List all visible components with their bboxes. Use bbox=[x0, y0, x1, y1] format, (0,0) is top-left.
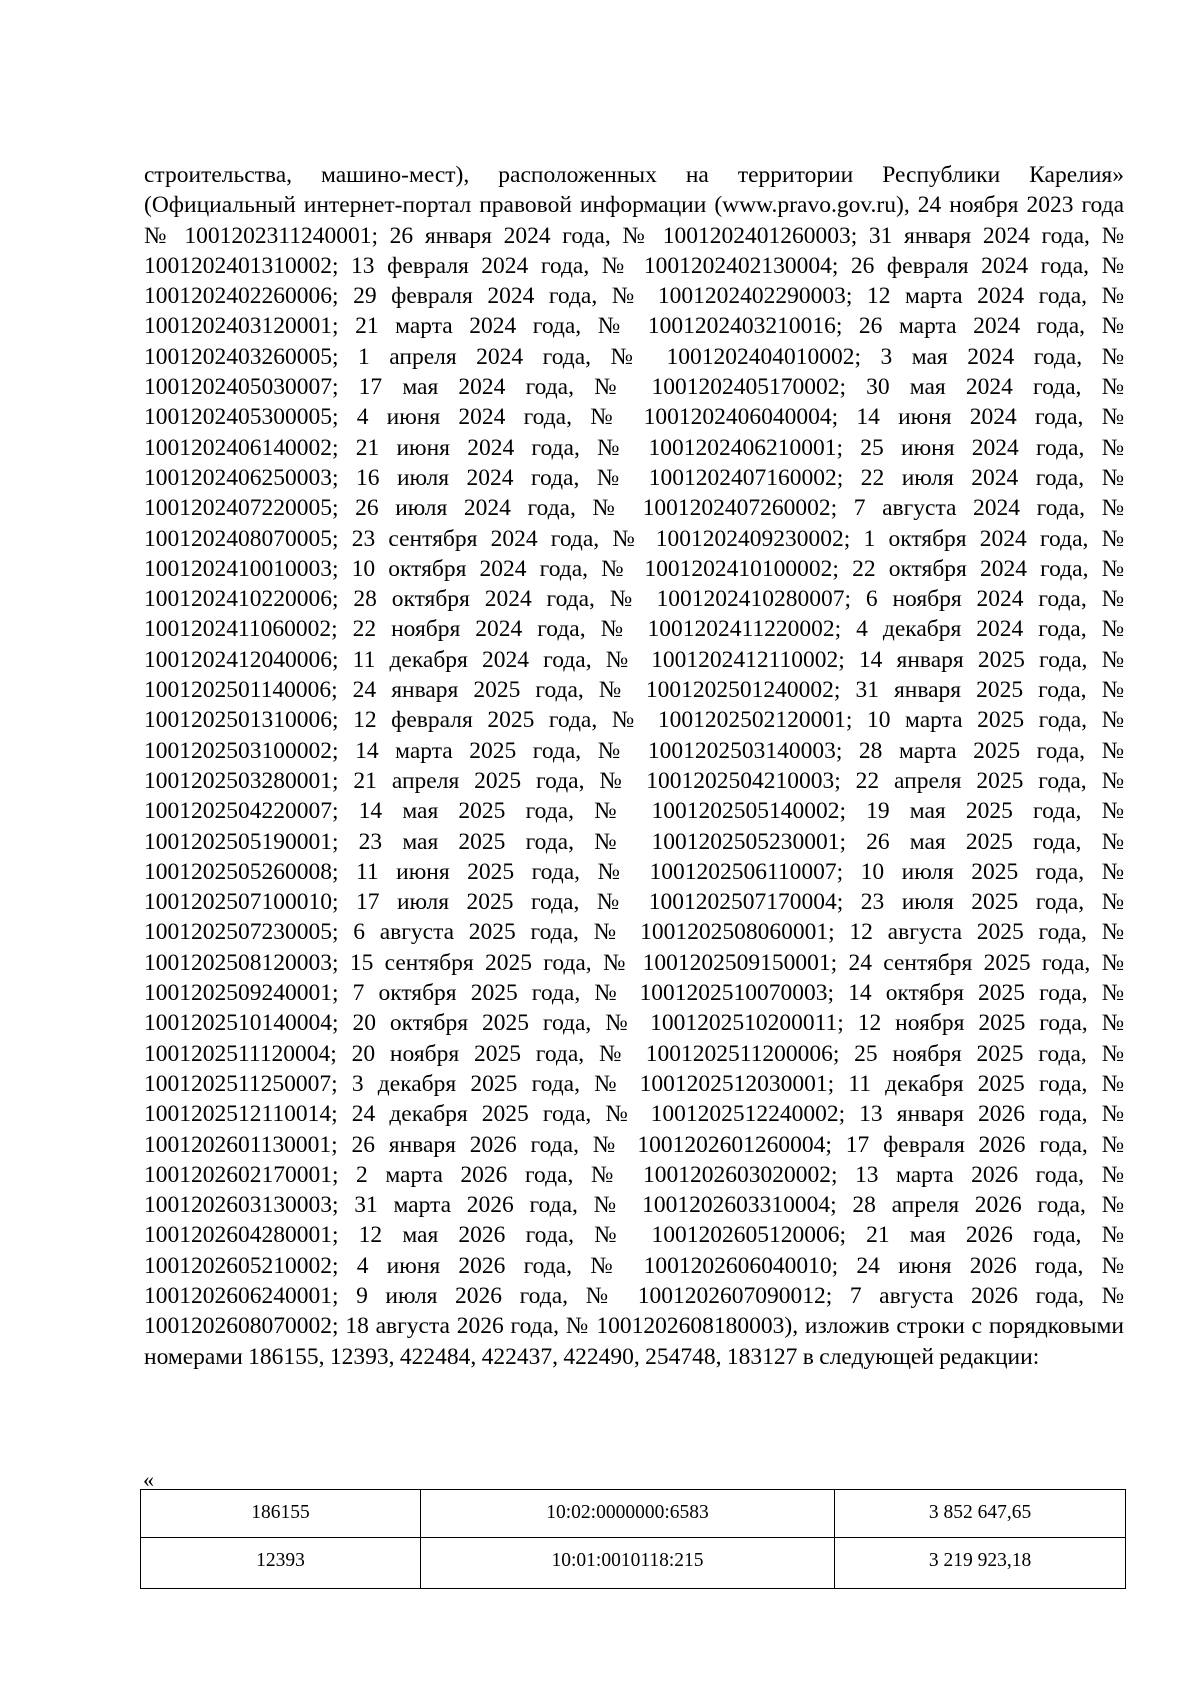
cadastral-value-table bbox=[140, 1489, 1126, 1589]
cadastral-value-cell: 3 852 647,65 bbox=[835, 1490, 1126, 1538]
body-paragraph: строительства, машино-мест), расположенных на территории Республики Карелия» (Официальный интернет-портал правовой информации (www.pravo.gov.ru), 24 ноября 2023 года № 1001202311240001; 26 января 2024 года, № 1001202401260003; 31 января 2024 года, № 1001202401310002; 13 февраля 2024 года, № 1001202402130004; 26 февраля 2024 года, № 1001202402260006; 29 февраля 2024 года, № 1001202402290003; 12 марта 2024 года, № 1001202403120001; 21 марта 2024 года, № 1001202403210016; 26 марта 2024 года, № 1001202403260005; 1 апреля 2024 года, № 1001202404010002; 3 мая 2024 года, № 1001202405030007; 17 мая 2024 года, № 1001202405170002; 30 мая 2024 года, № 1001202405300005; 4 июня 2024 года, № 1001202406040004; 14 июня 2024 года, № 1001202406140002; 21 июня 2024 года, № 1001202406210001; 25 июня 2024 года, № 1001202406250003; 16 июля 2024 года, № 1001202407160002; 22 июля 2024 года, № 1001202407220005; 26 июля 2024 года, № 1001202407260002; 7 августа 2024 года, № 1001202408070005; 23 сентября 2024 года, № 1001202409230002; 1 октября 2024 года, № 1001202410010003; 10 октября 2024 года, № 1001202410100002; 22 октября 2024 года, № 1001202410220006; 28 октября 2024 года, № 1001202410280007; 6 ноября 2024 года, № 1001202411060002; 22 ноября 2024 года, № 1001202411220002; 4 декабря 2024 года, № 1001202412040006; 11 декабря 2024 года, № 1001202412110002; 14 января 2025 года, № 1001202501140006; 24 января 2025 года, № 1001202501240002; 31 января 2025 года, № 1001202501310006; 12 февраля 2025 года, № 1001202502120001; 10 марта 2025 года, № 1001202503100002; 14 марта 2025 года, № 1001202503140003; 28 марта 2025 года, № 1001202503280001; 21 апреля 2025 года, № 1001202504210003; 22 апреля 2025 года, № 1001202504220007; 14 мая 2025 года, № 1001202505140002; 19 мая 2025 года, № 1001202505190001; 23 мая 2025 года, № 1001202505230001; 26 мая 2025 года, № 1001202505260008; 11 июня 2025 года, № 1001202506110007; 10 июля 2025 года, № 1001202507100010; 17 июля 2025 года, № 1001202507170004; 23 июля 2025 года, № 1001202507230005; 6 августа 2025 года, № 1001202508060001; 12 августа 2025 года, № 1001202508120003; 15 сентября 2025 года, № 1001202509150001; 24 сентября 2025 года, № 1001202509240001; 7 октября 2025 года, № 1001202510070003; 14 октября 2025 года, № 1001202510140004; 20 октября 2025 года, № 1001202510200011; 12 ноября 2025 года, № 1001202511120004; 20 ноября 2025 года, № 1001202511200006; 25 ноября 2025 года, № 1001202511250007; 3 декабря 2025 года, № 1001202512030001; 11 декабря 2025 года, № 1001202512110014; 24 декабря 2025 года, № 1001202512240002; 13 января 2026 года, № 1001202601130001; 26 января 2026 года, № 1001202601260004; 17 февраля 2026 года, № 1001202602170001; 2 марта 2026 года, № 1001202603020002; 13 марта 2026 года, № 1001202603130003; 31 марта 2026 года, № 1001202603310004; 28 апреля 2026 года, № 1001202604280001; 12 мая 2026 года, № 1001202605120006; 21 мая 2026 года, № 1001202605210002; 4 июня 2026 года, № 1001202606040010; 24 июня 2026 года, № 1001202606240001; 9 июля 2026 года, № 1001202607090012; 7 августа 2026 года, № 1001202608070002; 18 августа 2026 года, № 1001202608180003), изложив строки с порядковыми номерами 186155, 12393, 422484, 422437, 422490, 254748, 183127 в следующей редакции: bbox=[144, 162, 1124, 1370]
cadastral-number-cell: 10:01:0010118:215 bbox=[421, 1538, 835, 1589]
table-row bbox=[141, 1490, 1126, 1538]
cadastral-number-cell: 10:02:0000000:6583 bbox=[421, 1490, 835, 1538]
row-number-cell: 12393 bbox=[141, 1538, 421, 1589]
row-number-cell: 186155 bbox=[141, 1490, 421, 1538]
opening-quote-mark: « bbox=[143, 1467, 154, 1492]
table-row bbox=[141, 1538, 1126, 1589]
cadastral-value-cell: 3 219 923,18 bbox=[835, 1538, 1126, 1589]
